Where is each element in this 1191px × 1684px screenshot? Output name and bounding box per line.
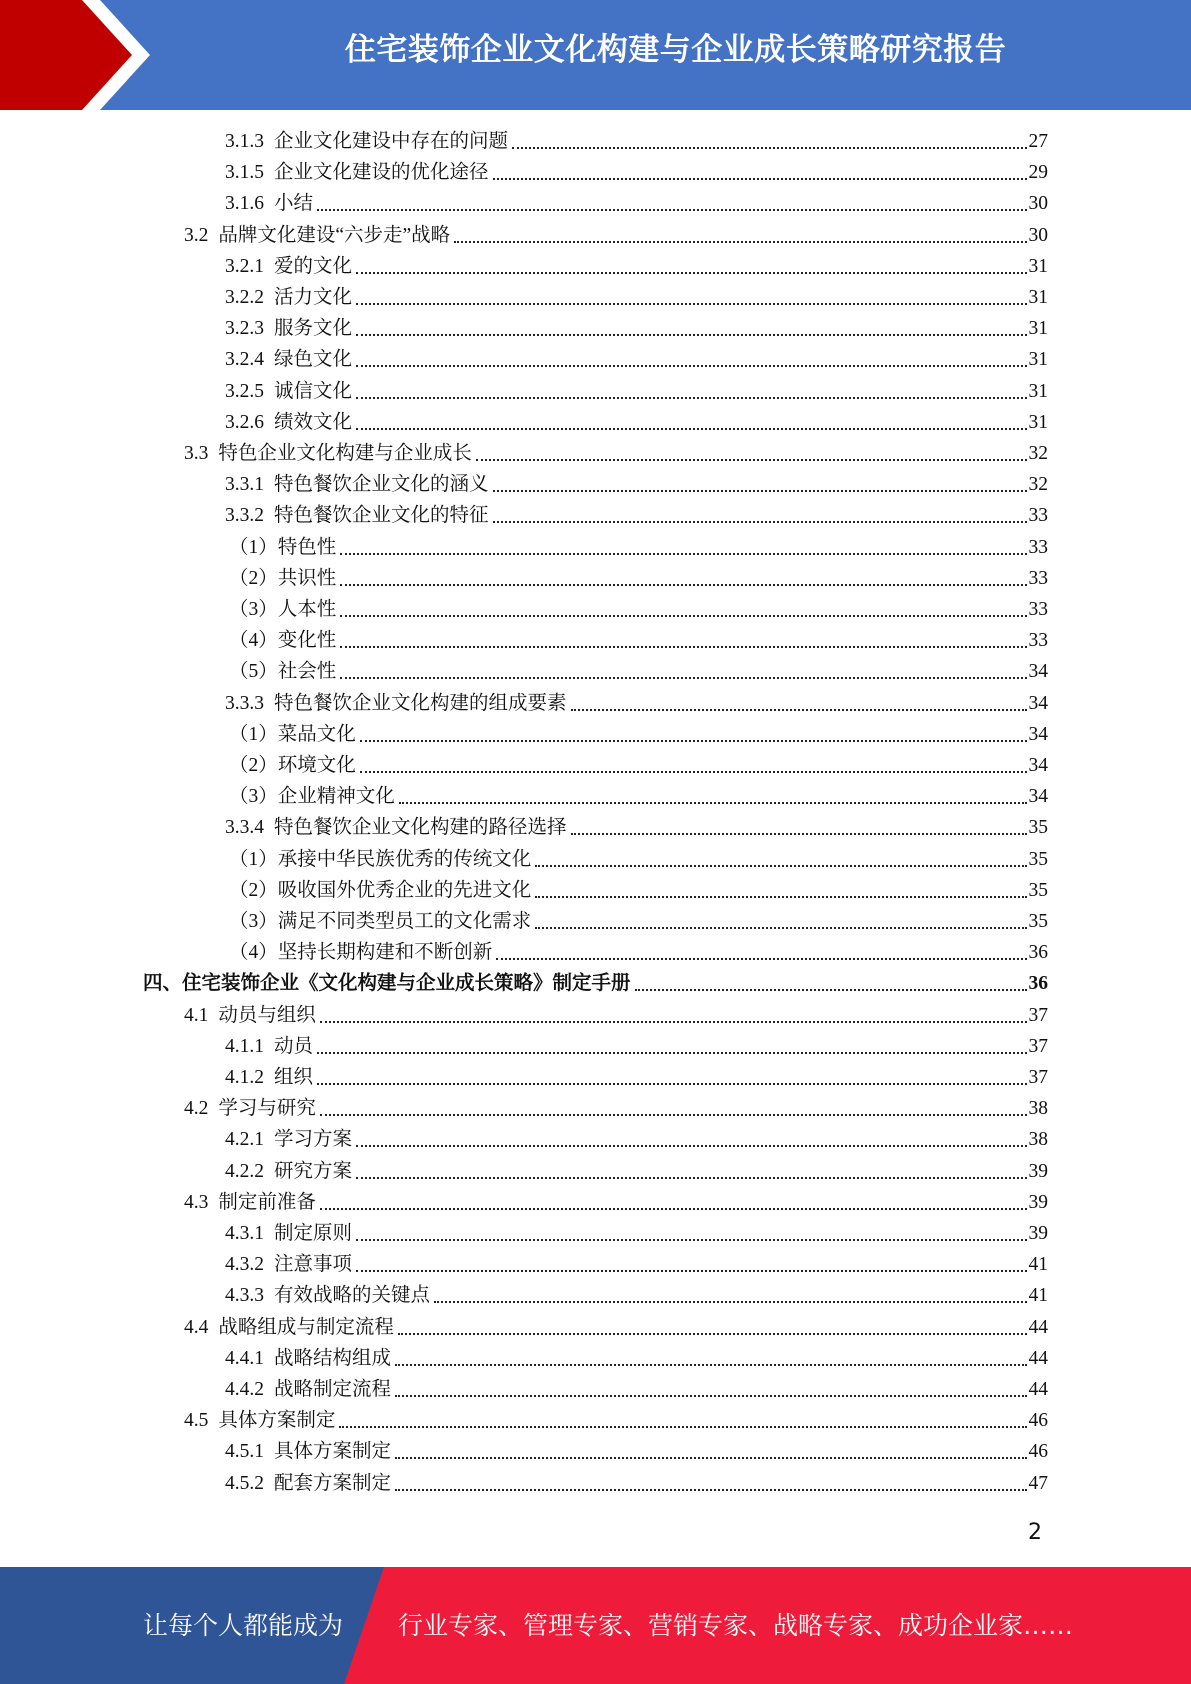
toc-entry[interactable] — [143, 968, 1048, 999]
toc-entry-number: （3） — [229, 911, 278, 932]
toc-entry[interactable] — [229, 594, 1048, 625]
toc-entry-number: 4.4.1 — [225, 1347, 264, 1369]
toc-entry-title: 品牌文化建设“六步走”战略 — [218, 224, 451, 246]
toc-entry-title: 活力文化 — [274, 287, 353, 308]
toc-entry-page: 31 — [1028, 380, 1048, 402]
toc-dot-leader — [535, 926, 1026, 929]
toc-entry-title: 变化性 — [277, 630, 337, 652]
toc-entry-number: 4.1 — [184, 1004, 209, 1026]
toc-entry-page: 36 — [1028, 942, 1048, 964]
toc-entry-page: 39 — [1028, 1191, 1048, 1213]
toc-entry-number: （4） — [229, 942, 278, 964]
toc-dot-leader — [356, 333, 1026, 336]
toc-entry-number: 3.3.3 — [225, 692, 264, 714]
toc-entry-page: 38 — [1028, 1098, 1048, 1120]
toc-entry-number: 4.3.3 — [225, 1285, 264, 1307]
toc-entry[interactable] — [184, 1312, 1048, 1343]
toc-entry[interactable] — [225, 1468, 1048, 1499]
toc-entry[interactable] — [225, 469, 1048, 500]
toc-entry[interactable] — [229, 719, 1048, 750]
toc-entry-title: 特色企业文化构建与企业成长 — [218, 443, 472, 464]
toc-dot-leader — [356, 1238, 1026, 1241]
toc-entry[interactable] — [225, 1374, 1048, 1405]
toc-entry[interactable] — [229, 532, 1048, 563]
toc-entry[interactable] — [229, 937, 1048, 968]
footer-slogan-right: 行业专家、管理专家、营销专家、战略专家、成功企业家…… — [398, 1611, 1074, 1640]
toc-entry-title: 具体方案制定 — [274, 1441, 392, 1463]
toc-dot-leader — [356, 427, 1026, 430]
toc-entry-page: 30 — [1028, 224, 1048, 246]
toc-entry-title: 战略组成与制定流程 — [218, 1316, 394, 1338]
toc-entry-number: 3.2.6 — [225, 411, 264, 433]
toc-entry-page: 35 — [1028, 848, 1048, 870]
toc-entry[interactable] — [184, 1093, 1048, 1124]
toc-entry[interactable] — [229, 656, 1048, 687]
toc-entry[interactable] — [225, 1218, 1048, 1249]
toc-entry-title: 制定前准备 — [218, 1191, 316, 1213]
toc-entry-number: （2） — [229, 879, 278, 901]
toc-dot-leader — [320, 1020, 1027, 1023]
toc-dot-leader — [356, 1176, 1026, 1179]
toc-entry[interactable] — [225, 1280, 1048, 1311]
toc-entry-title: 动员与组织 — [218, 1004, 316, 1026]
toc-entry-number: （5） — [229, 661, 278, 683]
toc-dot-leader — [395, 1363, 1026, 1366]
toc-entry[interactable] — [225, 344, 1048, 375]
toc-entry-title: 企业精神文化 — [277, 786, 395, 808]
toc-entry-title: 爱的文化 — [274, 255, 353, 277]
toc-dot-leader — [317, 1051, 1026, 1054]
toc-entry-page: 34 — [1028, 786, 1048, 808]
toc-entry-page: 39 — [1028, 1223, 1048, 1244]
toc-entry-page: 38 — [1028, 1129, 1048, 1151]
toc-entry-page: 44 — [1028, 1379, 1048, 1400]
toc-dot-leader — [454, 240, 1026, 243]
toc-entry-page: 44 — [1028, 1316, 1048, 1338]
toc-dot-leader — [493, 520, 1027, 523]
toc-dot-leader — [398, 1332, 1027, 1335]
toc-entry-title: 住宅装饰企业《文化构建与企业成长策略》制定手册 — [182, 973, 631, 995]
toc-entry-number: （2） — [229, 755, 278, 776]
footer-slogan-left: 让每个人都能成为 — [143, 1611, 344, 1640]
toc-entry-number: 4.1.1 — [225, 1035, 264, 1057]
toc-entry-title: 配套方案制定 — [274, 1472, 392, 1494]
toc-entry-page: 33 — [1028, 505, 1048, 527]
toc-dot-leader — [356, 364, 1026, 367]
header-arrow-decoration — [0, 0, 160, 110]
toc-entry-number: 4.5 — [184, 1410, 209, 1432]
toc-entry-title: 具体方案制定 — [218, 1410, 336, 1432]
toc-dot-leader — [635, 988, 1027, 991]
toc-entry[interactable] — [229, 563, 1048, 594]
toc-entry[interactable] — [225, 251, 1048, 282]
toc-entry-title: 组织 — [274, 1067, 314, 1088]
toc-entry-title: 人本性 — [277, 599, 337, 620]
toc-entry[interactable] — [225, 1436, 1048, 1467]
toc-dot-leader — [356, 271, 1026, 274]
toc-entry-page: 31 — [1028, 255, 1048, 277]
toc-dot-leader — [340, 583, 1026, 586]
toc-dot-leader — [395, 1394, 1026, 1397]
toc-entry[interactable] — [225, 313, 1048, 344]
toc-entry-page: 31 — [1028, 411, 1048, 433]
toc-entry-page: 39 — [1028, 1160, 1048, 1182]
toc-entry-number: （4） — [229, 630, 278, 652]
toc-entry[interactable] — [225, 1343, 1048, 1374]
toc-dot-leader — [395, 1456, 1026, 1459]
toc-entry-title: 坚持长期构建和不断创新 — [277, 942, 493, 964]
toc-dot-leader — [356, 302, 1026, 305]
toc-entry-title: 共识性 — [277, 567, 337, 589]
toc-entry-number: 4.5.1 — [225, 1441, 264, 1463]
page-header — [0, 0, 1191, 110]
toc-dot-leader — [356, 396, 1026, 399]
toc-entry-number: 3.1.3 — [225, 131, 264, 152]
toc-dot-leader — [493, 489, 1027, 492]
toc-entry[interactable] — [225, 188, 1048, 219]
toc-entry-page: 31 — [1028, 349, 1048, 371]
toc-entry-number: 四、 — [143, 973, 183, 995]
toc-dot-leader — [320, 1113, 1027, 1116]
toc-entry-title: 服务文化 — [274, 318, 353, 340]
toc-dot-leader — [395, 1488, 1026, 1491]
toc-dot-leader — [434, 1300, 1026, 1303]
toc-entry-number: 3.3.4 — [225, 817, 264, 839]
toc-entry[interactable] — [229, 781, 1048, 812]
toc-entry[interactable] — [225, 1062, 1048, 1093]
toc-entry-page: 33 — [1028, 630, 1048, 652]
toc-entry-title: 战略制定流程 — [274, 1379, 392, 1400]
toc-dot-leader — [571, 832, 1027, 835]
report-title: 住宅装饰企业文化构建与企业成长策略研究报告 — [344, 32, 1007, 68]
toc-entry-page: 47 — [1028, 1472, 1048, 1494]
toc-entry[interactable] — [184, 438, 1048, 469]
toc-entry-number: 3.2.2 — [225, 287, 264, 308]
toc-entry-title: 小结 — [274, 193, 314, 215]
toc-entry-page: 27 — [1028, 131, 1048, 152]
toc-entry-title: 环境文化 — [277, 755, 356, 776]
toc-entry-number: （2） — [229, 567, 278, 589]
toc-entry-page: 35 — [1028, 879, 1048, 901]
toc-entry[interactable] — [225, 688, 1048, 719]
toc-entry-title: 企业文化建设中存在的问题 — [274, 131, 509, 152]
toc-entry-number: （3） — [229, 599, 278, 620]
toc-entry-page: 33 — [1028, 567, 1048, 589]
toc-entry-page: 30 — [1028, 193, 1048, 215]
toc-entry-title: 绩效文化 — [274, 411, 353, 433]
toc-entry-page: 33 — [1028, 599, 1048, 620]
toc-entry-title: 菜品文化 — [277, 723, 356, 745]
toc-entry-title: 动员 — [274, 1035, 314, 1057]
toc-entry-page: 29 — [1028, 162, 1048, 184]
toc-dot-leader — [399, 801, 1027, 804]
toc-entry-page: 36 — [1028, 973, 1048, 995]
toc-entry-page: 33 — [1028, 536, 1048, 558]
toc-dot-leader — [535, 864, 1026, 867]
toc-entry-number: （3） — [229, 786, 278, 808]
toc-entry-number: 4.3 — [184, 1191, 209, 1213]
toc-dot-leader — [339, 1425, 1026, 1428]
toc-entry[interactable] — [225, 1249, 1048, 1280]
toc-entry-number: 4.4 — [184, 1316, 209, 1338]
toc-entry-number: 4.2.1 — [225, 1129, 264, 1151]
toc-dot-leader — [571, 708, 1027, 711]
toc-entry[interactable] — [225, 812, 1048, 843]
toc-entry-page: 32 — [1028, 443, 1048, 464]
toc-entry[interactable] — [225, 157, 1048, 188]
toc-entry[interactable] — [225, 126, 1048, 157]
toc-dot-leader — [340, 552, 1026, 555]
toc-entry-number: 4.1.2 — [225, 1067, 264, 1088]
toc-entry-page: 35 — [1028, 817, 1048, 839]
toc-dot-leader — [476, 458, 1027, 461]
toc-entry-number: 3.2.1 — [225, 255, 264, 277]
toc-entry-page: 37 — [1028, 1004, 1048, 1026]
toc-entry[interactable] — [225, 1124, 1048, 1155]
toc-dot-leader — [360, 739, 1027, 742]
toc-entry-title: 社会性 — [277, 661, 337, 683]
toc-entry-title: 承接中华民族优秀的传统文化 — [277, 848, 532, 870]
toc-entry-title: 有效战略的关键点 — [274, 1285, 431, 1307]
toc-entry[interactable] — [184, 1405, 1048, 1436]
toc-dot-leader — [535, 895, 1026, 898]
toc-dot-leader — [340, 614, 1026, 617]
toc-entry-page: 34 — [1028, 755, 1048, 776]
toc-entry-number: 3.2.5 — [225, 380, 264, 402]
toc-entry[interactable] — [229, 625, 1048, 656]
toc-entry-page: 37 — [1028, 1035, 1048, 1057]
toc-entry-title: 特色餐饮企业文化的特征 — [274, 505, 489, 527]
toc-entry-number: 4.4.2 — [225, 1379, 264, 1400]
toc-entry-page: 37 — [1028, 1067, 1048, 1088]
toc-entry-title: 学习方案 — [274, 1129, 353, 1151]
toc-dot-leader — [493, 177, 1027, 180]
toc-dot-leader — [317, 208, 1026, 211]
toc-entry[interactable] — [225, 1031, 1048, 1062]
toc-entry-title: 满足不同类型员工的文化需求 — [277, 911, 532, 932]
toc-entry[interactable] — [225, 376, 1048, 407]
toc-entry-number: 3.3.2 — [225, 505, 264, 527]
toc-dot-leader — [360, 770, 1027, 773]
toc-dot-leader — [317, 1082, 1026, 1085]
toc-dot-leader — [512, 146, 1026, 149]
toc-entry-page: 31 — [1028, 318, 1048, 340]
toc-entry-number: 3.3.1 — [225, 474, 264, 496]
toc-entry-title: 战略结构组成 — [274, 1347, 392, 1369]
toc-dot-leader — [356, 1269, 1026, 1272]
page-footer — [0, 1567, 1191, 1684]
page-number: 2 — [1028, 1520, 1042, 1545]
toc-entry[interactable] — [229, 844, 1048, 875]
toc-entry-page: 44 — [1028, 1347, 1048, 1369]
toc-dot-leader — [340, 676, 1026, 679]
toc-entry[interactable] — [225, 282, 1048, 313]
toc-entry-number: （1） — [229, 723, 278, 745]
toc-entry-title: 吸收国外优秀企业的先进文化 — [277, 879, 532, 901]
toc-entry-page: 41 — [1028, 1285, 1048, 1307]
toc-entry-page: 35 — [1028, 911, 1048, 932]
toc-entry-number: （1） — [229, 536, 278, 558]
toc-entry-title: 特色性 — [277, 536, 337, 558]
toc-entry-number: 4.5.2 — [225, 1472, 264, 1494]
toc-entry-title: 注意事项 — [274, 1254, 353, 1276]
toc-entry-number: （1） — [229, 848, 278, 870]
toc-entry[interactable] — [225, 407, 1048, 438]
toc-entry[interactable] — [184, 220, 1048, 251]
toc-dot-leader — [340, 645, 1026, 648]
toc-entry-page: 46 — [1028, 1441, 1048, 1463]
toc-entry-title: 学习与研究 — [218, 1098, 316, 1120]
toc-entry-page: 41 — [1028, 1254, 1048, 1276]
toc-entry-page: 31 — [1028, 287, 1048, 308]
toc-entry-number: 3.2.3 — [225, 318, 264, 340]
toc-entry-number: 4.2 — [184, 1098, 209, 1120]
toc-entry-number: 4.3.1 — [225, 1223, 264, 1244]
toc-dot-leader — [496, 957, 1026, 960]
toc-entry-number: 3.1.5 — [225, 162, 264, 184]
toc-entry-title: 特色餐饮企业文化的涵义 — [274, 474, 489, 496]
toc-entry[interactable] — [229, 906, 1048, 937]
toc-entry-page: 34 — [1028, 692, 1048, 714]
toc-entry-number: 3.3 — [184, 443, 209, 464]
toc-entry-title: 特色餐饮企业文化构建的组成要素 — [274, 692, 567, 714]
toc-entry-title: 绿色文化 — [274, 349, 353, 371]
toc-entry-page: 46 — [1028, 1410, 1048, 1432]
toc-entry[interactable] — [225, 500, 1048, 531]
toc-entry-title: 制定原则 — [274, 1223, 353, 1244]
toc-entry-title: 企业文化建设的优化途径 — [274, 162, 489, 184]
toc-entry-number: 3.2 — [184, 224, 209, 246]
toc-entry-page: 34 — [1028, 661, 1048, 683]
toc-dot-leader — [356, 1144, 1026, 1147]
toc-entry[interactable] — [184, 1000, 1048, 1031]
toc-entry-number: 3.2.4 — [225, 349, 264, 371]
toc-entry-number: 3.1.6 — [225, 193, 264, 215]
toc-dot-leader — [320, 1207, 1027, 1210]
toc-entry-page: 34 — [1028, 723, 1048, 745]
toc-entry-title: 特色餐饮企业文化构建的路径选择 — [274, 817, 567, 839]
toc-entry[interactable] — [225, 1156, 1048, 1187]
toc-entry[interactable] — [184, 1187, 1048, 1218]
toc-entry[interactable] — [229, 750, 1048, 781]
toc-entry-number: 4.2.2 — [225, 1160, 264, 1182]
toc-entry-page: 32 — [1028, 474, 1048, 496]
toc-entry[interactable] — [229, 875, 1048, 906]
toc-entry-title: 诚信文化 — [274, 380, 353, 402]
toc-entry-number: 4.3.2 — [225, 1254, 264, 1276]
toc-entry-title: 研究方案 — [274, 1160, 353, 1182]
